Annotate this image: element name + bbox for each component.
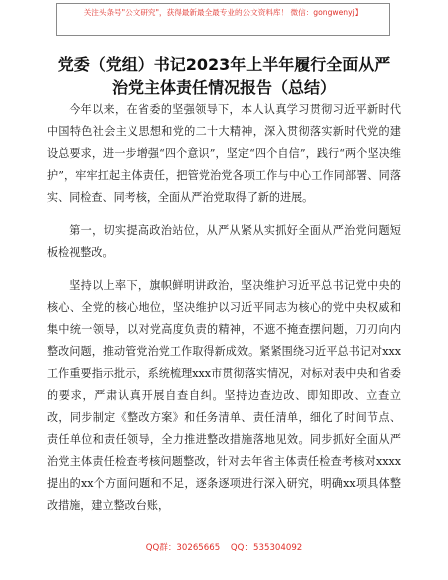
promo-banner-text: 关注头条号"公文研究"，获得最新最全最专业的公文资料库！ 微信：gongwenyj】 bbox=[83, 8, 363, 17]
qq-text: QQ：535304092 bbox=[230, 543, 303, 553]
title-line-2: 治党主体责任情况报告（总结） bbox=[111, 78, 336, 97]
title-line-1: 党委（党组）书记2023年上半年履行全面从严 bbox=[57, 55, 391, 74]
paragraph: 第一，切实提高政治站位，从严从紧从实抓好全面从严治党问题短板检视整改。 bbox=[47, 224, 401, 259]
paragraph: 今年以来，在省委的坚强领导下，本人认真学习贯彻习近平新时代中国特色社会主义思想和党的二十大精神，深入贯彻落实新时代党的建设总要求，进一步增强“四个意识”，坚定“四个自信”，践行“两个坚决维护”，牢牢扛起主体责任，把管党治党各项工作与中心工作同部署、同落实、同检查、同考核，全面从严治党取得了新的进展。 bbox=[47, 103, 401, 204]
paragraph: 坚持以上率下，旗帜鲜明讲政治，坚决维护习近平总书记党中央的核心、全党的核心地位，坚决维护以习近平同志为核心的党中央权威和集中统一领导，以对党高度负责的精神，不遮不掩查摆问题，刀刃向内整改问题，推动管党治党工作取得新成效。紧紧围绕习近平总书记对xxx工作重要指示批示，系统梳理xxx市贯彻落实情况，对标对表中央和省委的要求，严肃认真开展自查自纠。坚持边查边改、即知即改、立查立改，同步制定《整改方案》和任务清单、责任清单，细化了时间节点、责任单位和责任领导，全力推进整改措施落地见效。同步抓好全面从严治党主体责任检查考核问题整改，针对去年省主体责任检查考核对xxxx提出的xx个方面问题和不足，逐条逐项进行深入研究，明确xx项具体整改措施，建立整改台账， bbox=[47, 279, 401, 512]
document-body bbox=[47, 99, 401, 528]
qq-group-text: QQ群：30265665 bbox=[145, 543, 221, 553]
promo-banner bbox=[56, 3, 390, 36]
document-title bbox=[40, 53, 408, 99]
contact-footer bbox=[0, 541, 448, 553]
